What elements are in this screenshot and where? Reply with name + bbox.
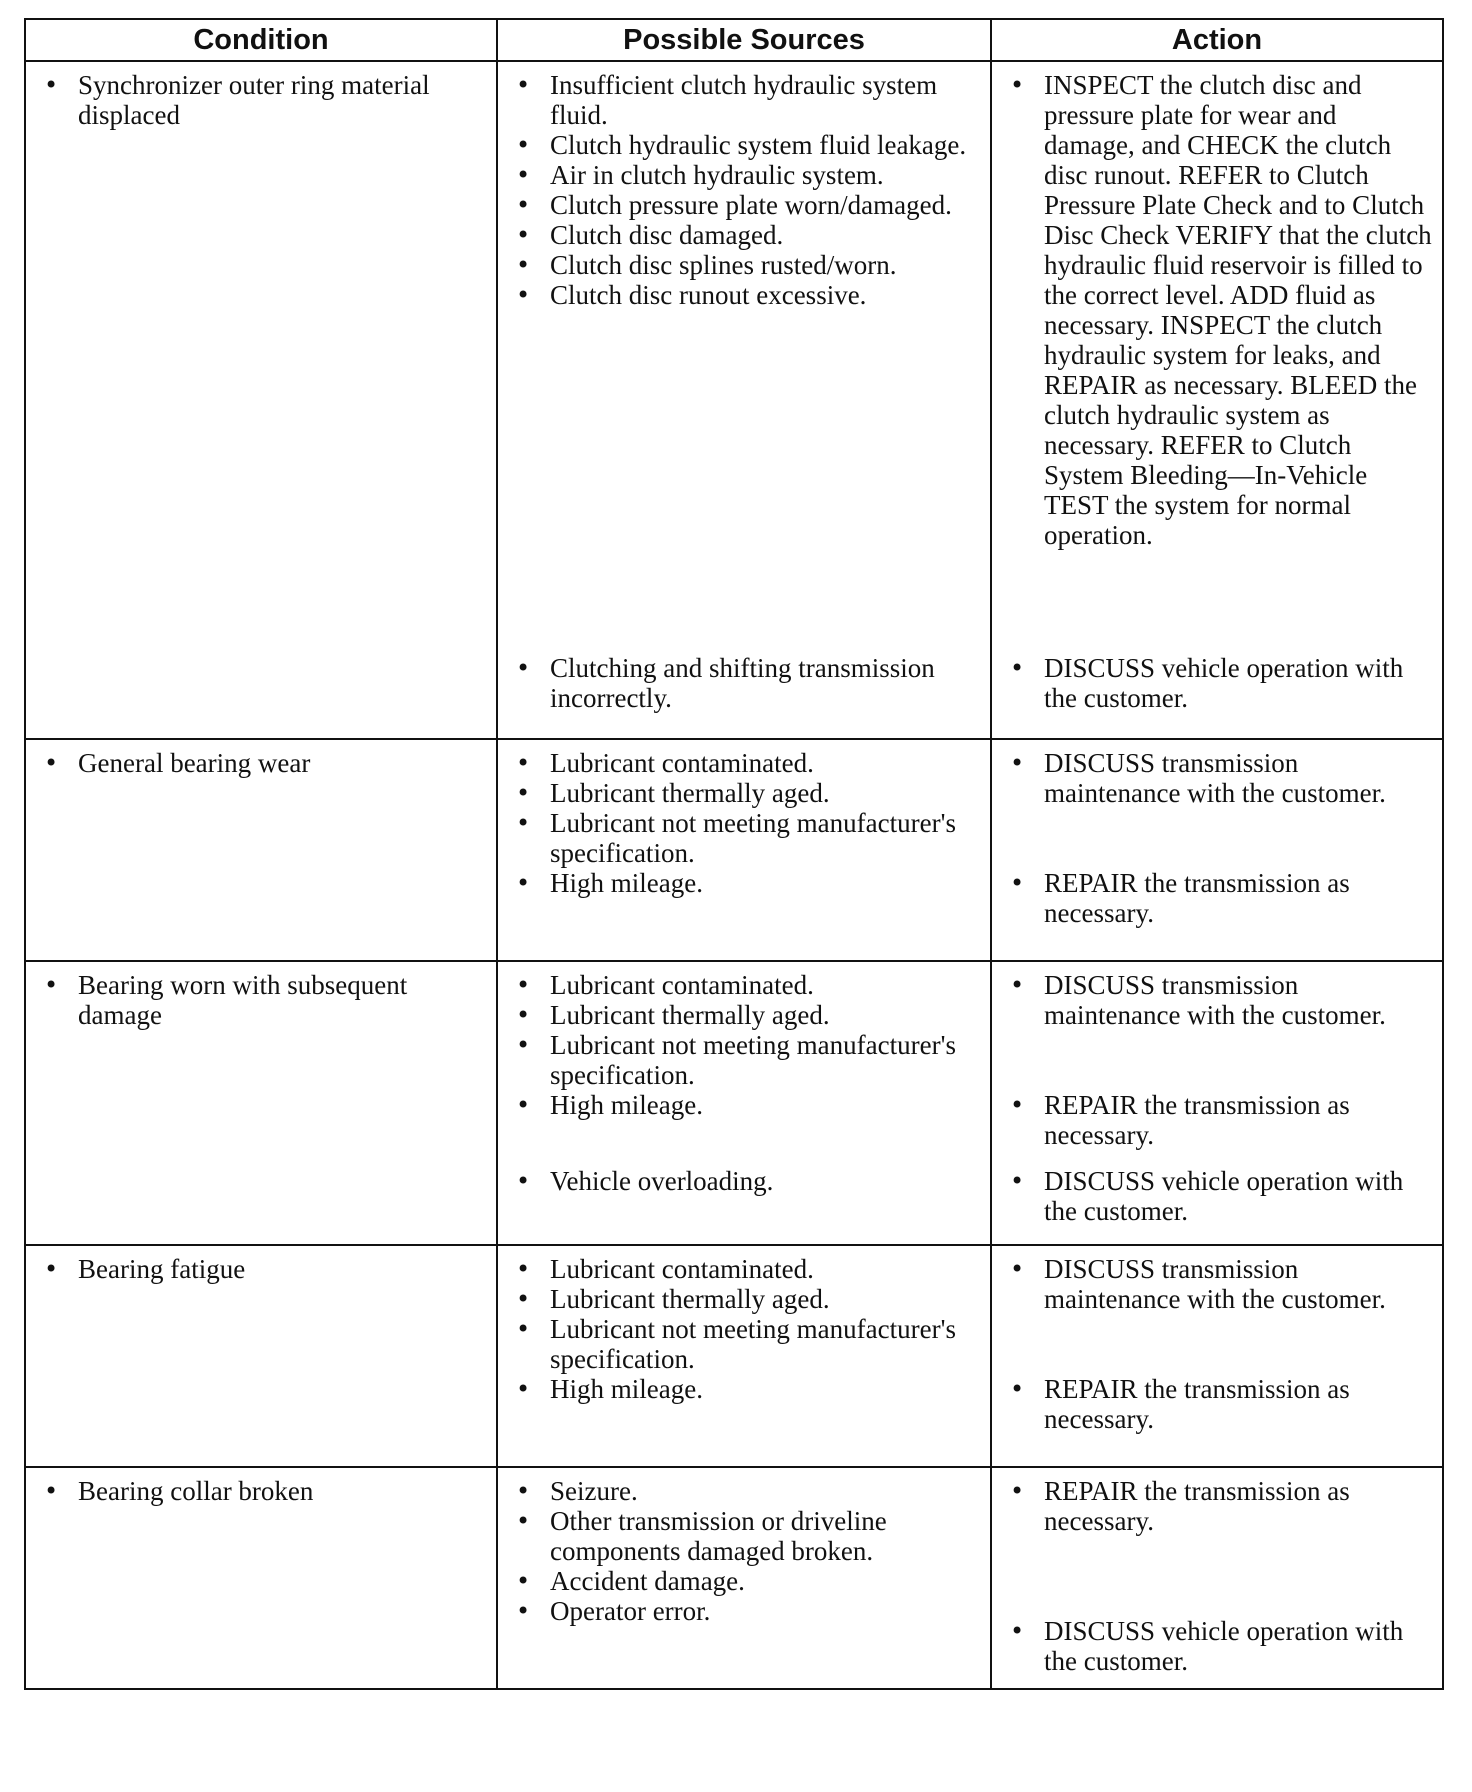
action-cell (991, 1467, 1443, 1689)
source-item: • Vehicle overloading. (508, 1166, 980, 1196)
source-item: • Insufficient clutch hydraulic system fluid. (508, 70, 980, 130)
source-item: • High mileage. (508, 1374, 980, 1404)
source-item: • Clutch disc runout excessive. (508, 280, 980, 310)
action-item: • INSPECT the clutch disc and pressure plate for wear and damage, and CHECK the clutch disc runout. REFER to Clutch Pressure Plate Check and to Clutch Disc Check VERIFY that the clutch hydraulic fluid reservoir is filled to the correct level. ADD fluid as necessary. INSPECT the clutch hydraulic system for leaks, and REPAIR as necessary. BLEED the clutch hydraulic system as necessary. REFER to Clutch System Bleeding—In-Vehicle TEST the system for normal operation. (1002, 70, 1432, 550)
table-row (25, 739, 1443, 961)
diagnosis-table (24, 18, 1444, 1690)
action-cell (991, 1245, 1443, 1467)
source-item: • Air in clutch hydraulic system. (508, 160, 980, 190)
condition-text: • Synchronizer outer ring material displaced (36, 70, 486, 130)
source-item: • Clutch disc splines rusted/worn. (508, 250, 980, 280)
table-row (25, 1245, 1443, 1467)
table-row (25, 961, 1443, 1245)
sources-cell (497, 61, 991, 739)
sources-cell (497, 1245, 991, 1467)
condition-text: • Bearing collar broken (36, 1476, 486, 1506)
action-item: • DISCUSS transmission maintenance with the customer. (1002, 970, 1432, 1030)
action-item: • DISCUSS vehicle operation with the customer. (1002, 653, 1432, 713)
action-item: • REPAIR the transmission as necessary. (1002, 1374, 1432, 1434)
source-item: • Lubricant contaminated. (508, 970, 980, 1000)
action-cell (991, 739, 1443, 961)
source-item: • Seizure. (508, 1476, 980, 1506)
header-row (25, 19, 1443, 61)
source-item: • Operator error. (508, 1596, 980, 1626)
action-item: • DISCUSS transmission maintenance with the customer. (1002, 1254, 1432, 1314)
condition-text: • Bearing fatigue (36, 1254, 486, 1284)
sources-cell (497, 961, 991, 1245)
header-possible-sources: Possible Sources (497, 19, 991, 61)
condition-cell (25, 61, 497, 739)
source-item: • Clutching and shifting transmission incorrectly. (508, 653, 980, 713)
condition-cell (25, 961, 497, 1245)
source-item: • Clutch hydraulic system fluid leakage. (508, 130, 980, 160)
condition-cell (25, 1467, 497, 1689)
source-item: • Accident damage. (508, 1566, 980, 1596)
action-item: • REPAIR the transmission as necessary. (1002, 1090, 1432, 1150)
source-item: • Other transmission or driveline components damaged broken. (508, 1506, 980, 1566)
header-action: Action (991, 19, 1443, 61)
source-item: • Lubricant thermally aged. (508, 778, 980, 808)
sources-cell (497, 1467, 991, 1689)
condition-cell (25, 739, 497, 961)
table-row (25, 61, 1443, 739)
source-item: • Lubricant not meeting manufacturer's specification. (508, 1030, 980, 1090)
source-item: • Lubricant contaminated. (508, 1254, 980, 1284)
source-item: • High mileage. (508, 868, 980, 898)
action-cell (991, 61, 1443, 739)
action-item: • DISCUSS vehicle operation with the customer. (1002, 1166, 1432, 1226)
action-cell (991, 961, 1443, 1245)
table-row (25, 1467, 1443, 1689)
header-condition: Condition (25, 19, 497, 61)
condition-text: • Bearing worn with subsequent damage (36, 970, 486, 1030)
condition-cell (25, 1245, 497, 1467)
sources-cell (497, 739, 991, 961)
source-item: • Lubricant not meeting manufacturer's specification. (508, 1314, 980, 1374)
source-item: • Clutch pressure plate worn/damaged. (508, 190, 980, 220)
condition-text: • General bearing wear (36, 748, 486, 778)
source-item: • Clutch disc damaged. (508, 220, 980, 250)
source-item: • Lubricant thermally aged. (508, 1000, 980, 1030)
action-item: • REPAIR the transmission as necessary. (1002, 1476, 1432, 1536)
source-item: • Lubricant thermally aged. (508, 1284, 980, 1314)
source-item: • Lubricant contaminated. (508, 748, 980, 778)
source-item: • Lubricant not meeting manufacturer's specification. (508, 808, 980, 868)
action-item: • REPAIR the transmission as necessary. (1002, 868, 1432, 928)
action-item: • DISCUSS transmission maintenance with the customer. (1002, 748, 1432, 808)
action-item: • DISCUSS vehicle operation with the customer. (1002, 1616, 1432, 1676)
source-item: • High mileage. (508, 1090, 980, 1120)
